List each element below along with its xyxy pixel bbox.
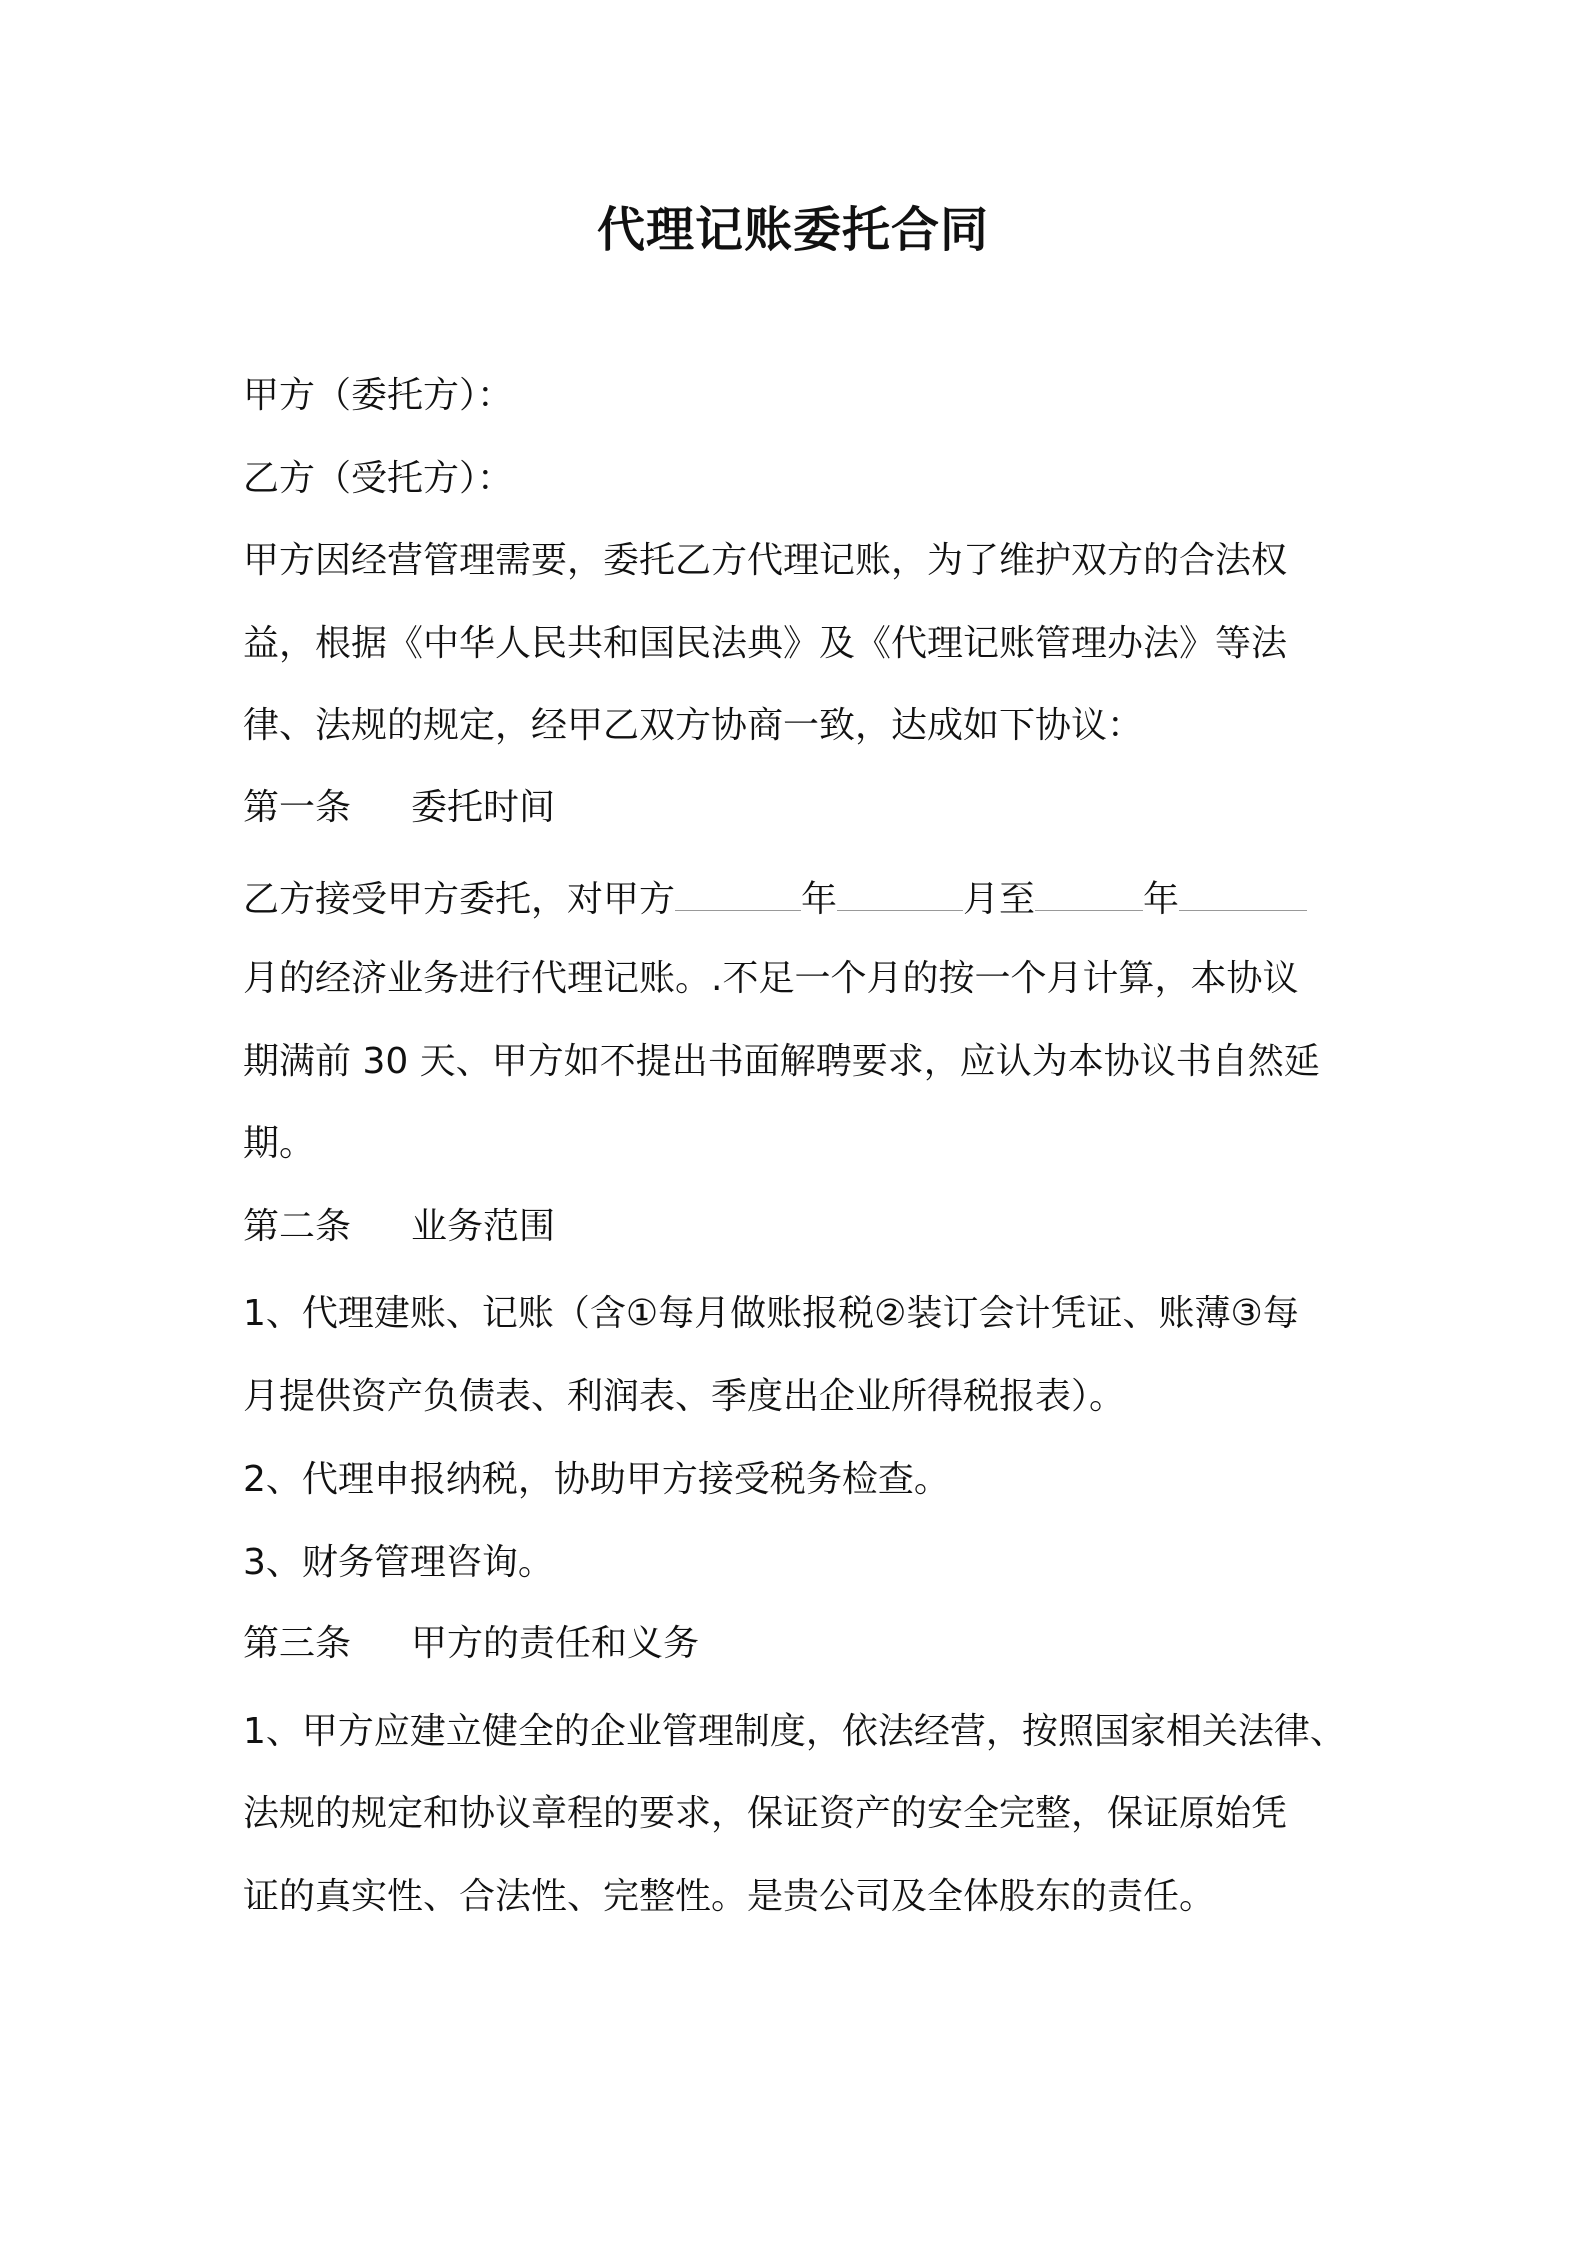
document-title: 代理记账委托合同: [596, 202, 989, 258]
article-1-line-3: 期满前 30 天、甲方如不提出书面解聘要求，应认为本协议书自然延: [243, 1041, 1320, 1082]
end-month-blank[interactable]: [1179, 872, 1307, 911]
article-1-number: 第一条: [243, 787, 352, 828]
article-2-line-2: 月提供资产负债表、利润表、季度出企业所得税报表）。: [243, 1376, 1126, 1417]
article-1-line-4: 期。: [243, 1123, 316, 1164]
article-3-title: 甲方的责任和义务: [411, 1623, 700, 1664]
preamble-line-3: 律、法规的规定，经甲乙双方协商一致，达成如下协议：: [243, 705, 1144, 746]
article-2-line-3: 2、代理申报纳税，协助甲方接受税务检查。: [243, 1459, 950, 1500]
article-1-title: 委托时间: [411, 787, 556, 828]
end-year-label: 年: [1143, 879, 1180, 920]
month-to-label: 月至: [963, 879, 1036, 920]
article-3-line-3: 证的真实性、合法性、完整性。是贵公司及全体股东的责任。: [243, 1876, 1216, 1917]
article-3-heading: [243, 1620, 699, 1668]
start-year-blank[interactable]: [675, 872, 801, 911]
party-b-line: 乙方（受托方）：: [243, 458, 514, 499]
end-year-blank[interactable]: [1035, 872, 1143, 911]
party-a-line: 甲方（委托方）：: [243, 375, 514, 416]
article-2-title: 业务范围: [411, 1206, 556, 1247]
article-3-number: 第三条: [243, 1623, 352, 1664]
preamble-line-2: 益，根据《中华人民共和国民法典》及《代理记账管理办法》等法: [243, 623, 1288, 664]
article-3-line-2: 法规的规定和协议章程的要求，保证资产的安全完整，保证原始凭: [243, 1793, 1288, 1834]
article-2-line-1: 1、代理建账、记账（含①每月做账报税②装订会计凭证、账薄③每: [243, 1293, 1299, 1334]
article-1-line-2: 月的经济业务进行代理记账。.不足一个月的按一个月计算，本协议: [243, 958, 1299, 999]
article-1-heading: [243, 784, 555, 832]
article-3-line-1: 1、甲方应建立健全的企业管理制度，依法经营，按照国家相关法律、: [243, 1711, 1346, 1752]
preamble-line-1: 甲方因经营管理需要，委托乙方代理记账，为了维护双方的合法权: [243, 540, 1288, 581]
article-1-line-1: [243, 872, 1307, 924]
article-2-line-4: 3、财务管理咨询。: [243, 1542, 554, 1583]
start-month-blank[interactable]: [837, 872, 963, 911]
article-1-text-1: 乙方接受甲方委托，对甲方: [243, 879, 676, 920]
article-2-number: 第二条: [243, 1206, 352, 1247]
start-year-label: 年: [801, 879, 838, 920]
article-2-heading: [243, 1203, 555, 1251]
